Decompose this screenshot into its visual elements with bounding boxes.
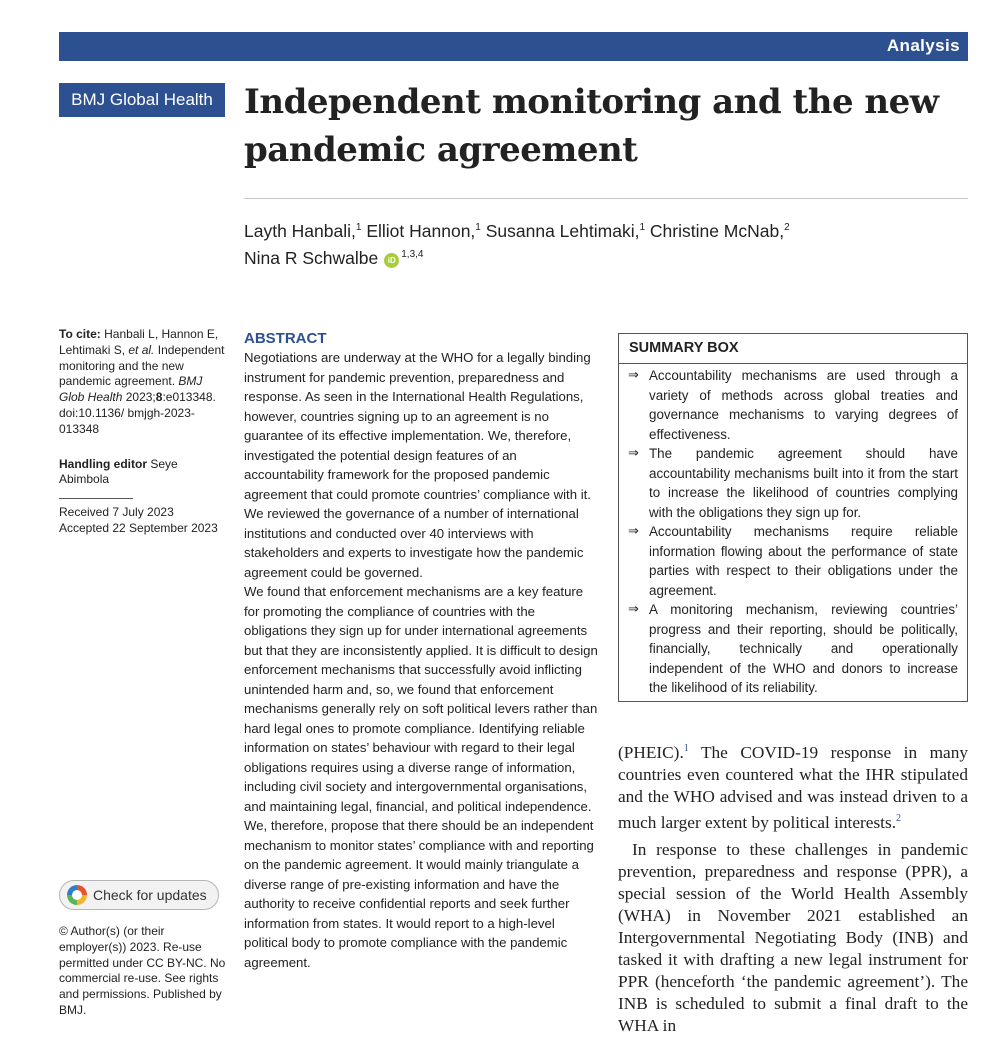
editor-label: Handling editor <box>59 456 147 471</box>
author-name[interactable]: Nina R Schwalbe <box>244 248 379 268</box>
author-list <box>244 216 964 270</box>
cite-etal: et al. <box>128 342 155 357</box>
article-info-sidebar <box>59 327 229 537</box>
article-title: Independent monitoring and the new pandemic agreement <box>244 82 939 170</box>
title-divider <box>244 198 968 199</box>
author-name[interactable]: Christine McNab, <box>649 221 785 241</box>
body-text: (PHEIC). <box>618 743 684 762</box>
summary-list <box>628 366 958 698</box>
summary-item <box>628 600 958 698</box>
abstract-body <box>244 348 600 972</box>
author-affiliation: 1,3,4 <box>401 249 424 260</box>
journal-badge[interactable]: BMJ Global Health <box>59 83 225 117</box>
abstract-paragraph: Negotiations are underway at the WHO for a legally binding instrument for pandemic prevention, preparedness and response. As seen in the International Health Regulations, however, countries signing up to an agreement is no guarantee of its effective implementation. We, therefore, investigated the potential design features of an accountability framework for the proposed pandemic agreement that could promote countries’ compliance with it. We reviewed the governance of a number of international institutions and conducted over 40 interviews with stakeholders and experts to investigate how the pandemic agreement could be governed. <box>244 350 591 580</box>
summary-item <box>628 522 958 600</box>
summary-item-text: The pandemic agreement should have accountability mechanisms built into it from the start to increase the likelihood of countries complying with the obligations they sign up for. <box>649 446 958 520</box>
author-name[interactable]: Layth Hanbali, <box>244 221 356 241</box>
double-arrow-icon: ⇒ <box>628 524 639 539</box>
cite-journal: BMJ Glob Health <box>59 374 203 405</box>
check-for-updates-label: Check for updates <box>93 887 207 903</box>
double-arrow-icon: ⇒ <box>628 368 639 383</box>
copyright-notice: © Author(s) (or their employer(s)) 2023. Re-use permitted under CC BY-NC. No commercial re-use. See rights and permissions. Published by BMJ. <box>59 924 226 1017</box>
cite-year: 2023; <box>125 390 156 405</box>
crossmark-icon <box>67 885 87 905</box>
summary-item-text: A monitoring mechanism, reviewing countries’ progress and their reporting, should be politically, financially, technically and operationally independent of the WHO and donors to increase the likelihood of its reliability. <box>649 602 958 695</box>
summary-box-divider <box>619 363 967 364</box>
summary-box-title: SUMMARY BOX <box>629 340 739 356</box>
abstract-paragraph: We, therefore, propose that there should be an independent mechanism to monitor states’ compliance with and reporting on the pandemic agreement. It would mainly triangulate a diverse range of pre-existing information and have the authority to receive confidential reports and seek further information from states. It would report to a high-level political body to promote compliance with the pandemic agreement. <box>244 818 594 970</box>
author-affiliation: 1 <box>355 222 362 233</box>
cite-volume: 8 <box>155 390 163 405</box>
author-affiliation: 1 <box>639 222 646 233</box>
summary-item <box>628 444 958 522</box>
summary-item-text: Accountability mechanisms require reliable information flowing about the performance of state parties with respect to their obligations under the agreement. <box>649 524 958 598</box>
handling-editor <box>59 457 229 489</box>
double-arrow-icon: ⇒ <box>628 602 639 617</box>
summary-item-text: Accountability mechanisms are used through a variety of methods across global treaties and governance mechanisms to varying degrees of effectiveness. <box>649 368 958 442</box>
body-text-column <box>618 738 968 1037</box>
author-affiliation: 2 <box>784 222 790 233</box>
received-date: Received 7 July 2023 <box>59 505 174 520</box>
reference-link[interactable]: 1 <box>683 743 689 754</box>
section-header-bar <box>59 32 968 61</box>
reference-link[interactable]: 2 <box>896 813 902 824</box>
author-affiliation: 1 <box>475 222 481 233</box>
citation <box>59 327 229 438</box>
author-name[interactable]: Elliot Hannon, <box>366 221 476 241</box>
sidebar-divider <box>59 498 133 499</box>
double-arrow-icon: ⇒ <box>628 446 639 461</box>
orcid-icon[interactable]: iD <box>384 253 399 268</box>
cite-label: To cite: <box>59 327 101 341</box>
accepted-date: Accepted 22 September 2023 <box>59 520 218 535</box>
editor-name: Seye Abimbola <box>59 456 178 487</box>
abstract-heading: ABSTRACT <box>244 330 327 347</box>
check-for-updates-button[interactable] <box>59 880 219 910</box>
summary-item <box>628 366 958 444</box>
body-paragraph: In response to these challenges in pandemic prevention, preparedness and response (PPR), a special session of the World Health Assembly (WHA) in November 2021 established an Intergovernmental Negotiating Body (INB) and tasked it with drafting a new legal instrument for PPR (henceforth ‘the pandemic agreement’). The INB is scheduled to submit a final draft to the WHA in <box>618 840 968 1035</box>
author-name[interactable]: Susanna Lehtimaki, <box>485 221 640 241</box>
cite-doi[interactable]: :e013348. doi:10.1136/ bmjgh-2023-013348 <box>59 390 216 436</box>
cite-authors: Hanbali L, Hannon E, Lehtimaki S, <box>59 327 219 357</box>
cite-title: Independent monitoring and the new pandemic agreement. <box>59 342 225 389</box>
body-text: The COVID-19 response in many countries even countered what the IHR stipulated and the WHO advised and was instead driven to a much larger extent by political interests. <box>618 743 968 832</box>
abstract-paragraph: We found that enforcement mechanisms are a key feature for promoting the compliance of countries with the obligations they sign up for under international agreements but that they are inconsistently applied. It is difficult to design enforcement mechanisms that successfully avoid inflicting unintended harm and, so, we found that enforcement mechanisms generally rely on soft political levers rather than hard legal ones to promote compliance. Identifying reliable information on states’ behaviour with regard to their legal obligations requires using a diverse range of information, including civil society and intergovernmental organisations, and maintaining legal, financial, and political independence. <box>244 584 598 814</box>
section-label: Analysis <box>886 36 960 55</box>
summary-box <box>618 333 968 702</box>
body-paragraph <box>618 738 968 834</box>
